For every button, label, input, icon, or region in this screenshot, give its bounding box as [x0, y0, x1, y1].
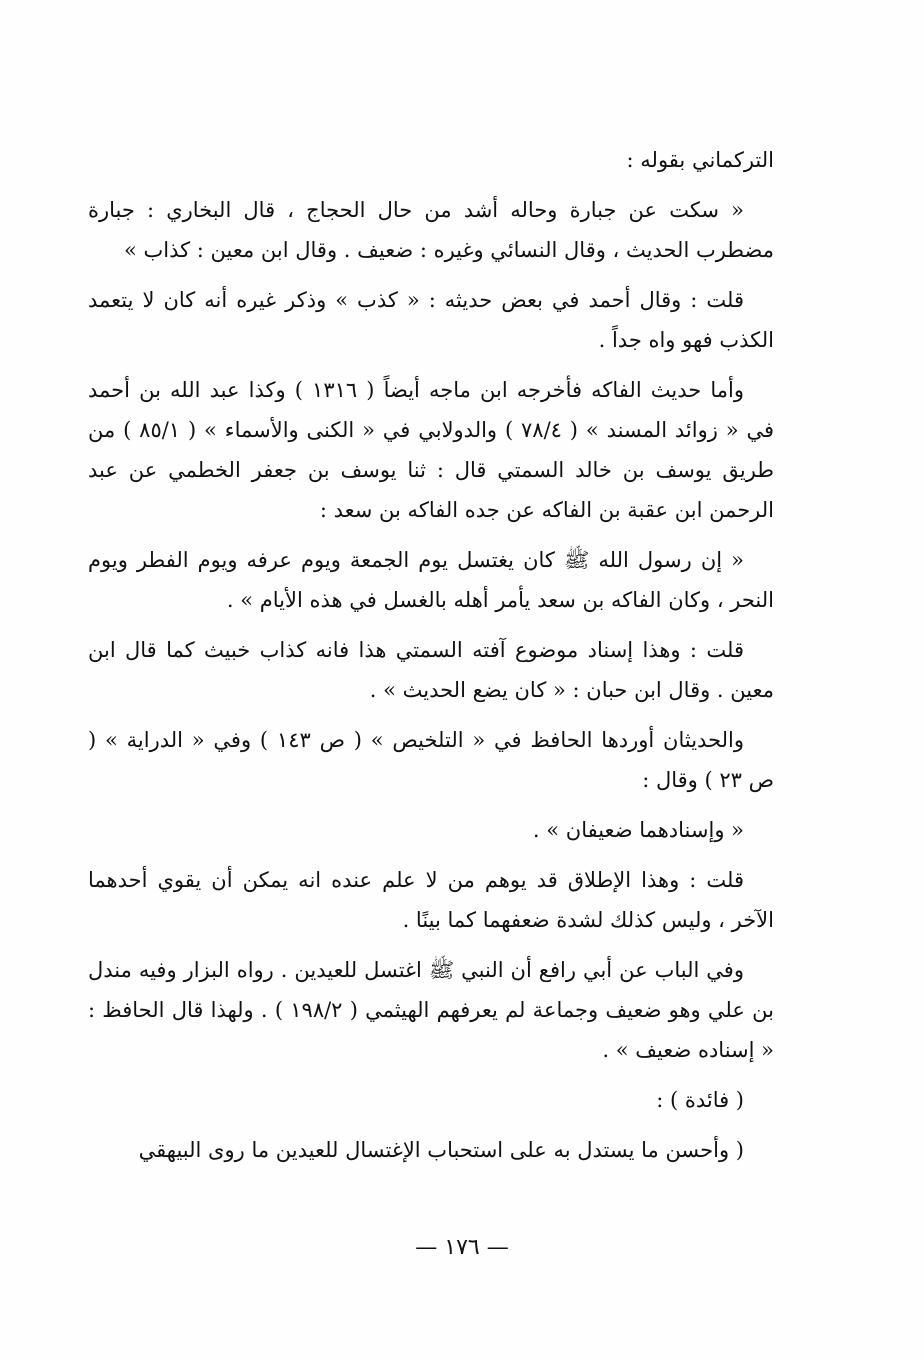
paragraph-isnad-critique: قلت : وهذا إسناد موضوع آفته السمتي هذا فانه كذاب خبيث كما قال ابن معين . وقال ابن حبان : « كان يضع الحديث » . — [88, 638, 774, 702]
page-body-text — [88, 140, 774, 1180]
paragraph-abu-rafi: وفي الباب عن أبي رافع أن النبي ﷺ اغتسل للعيدين . رواه البزار وفيه مندل بن علي وهو ضعيف وجماعة لم يعرفهم الهيثمي ( ١٩٨/٢ ) . ولهذا قال الحافظ : « إسناده ضعيف » . — [88, 958, 774, 1062]
paragraph-faida-text: ( وأحسن ما يستدل به على استحباب الإغتسال للعيدين ما روى البيهقي — [138, 1138, 744, 1162]
paragraph-fakih-hadith-source: وأما حديث الفاكه فأخرجه ابن ماجه أيضاً ( ١٣١٦ ) وكذا عبد الله بن أحمد في « زوائد المسند » ( ٧٨/٤ ) والدولابي في « الكنى والأسماء » ( ٨٥/١ ) من طريق يوسف بن خالد السمتي قال : ثنا يوسف بن جعفر الخطمي عن عبد الرحمن ابن عقبة بن الفاكه عن جده الفاكه بن سعد : — [88, 378, 775, 522]
paragraph-hadith-text: « إن رسول الله ﷺ كان يغتسل يوم الجمعة ويوم عرفه ويوم الفطر ويوم النحر ، وكان الفاكه بن سعد يأمر أهله بالغسل في هذه الأيام » . — [88, 548, 774, 612]
paragraph-faida-heading: ( فائدة ) : — [656, 1088, 744, 1112]
paragraph-isnad-weak: « وإسنادهما ضعيفان » . — [532, 818, 744, 842]
paragraph-ithlaq-comment: قلت : وهذا الإطلاق قد يوهم من لا علم عنده انه يمكن أن يقوي أحدهما الآخر ، وليس كذلك لشدة ضعفهما كما بينًا . — [88, 868, 774, 932]
paragraph-quote-bukhari: « سكت عن جبارة وحاله أشد من حال الحجاج ، قال البخاري : جبارة مضطرب الحديث ، وقال النسائي وغيره : ضعيف . وقال ابن معين : كذاب » — [88, 198, 774, 262]
page-number: — ١٧٦ — — [415, 1235, 509, 1260]
paragraph-intro: التركماني بقوله : — [626, 148, 774, 172]
paragraph-talkhis-reference: والحديثان أوردها الحافظ في « التلخيص » ( ص ١٤٣ ) وفي « الدراية » ( ص ٢٣ ) وقال : — [88, 728, 774, 792]
paragraph-ahmad-comment: قلت : وقال أحمد في بعض حديثه : « كذب » وذكر غيره أنه كان لا يتعمد الكذب فهو واه جداً . — [88, 288, 774, 352]
